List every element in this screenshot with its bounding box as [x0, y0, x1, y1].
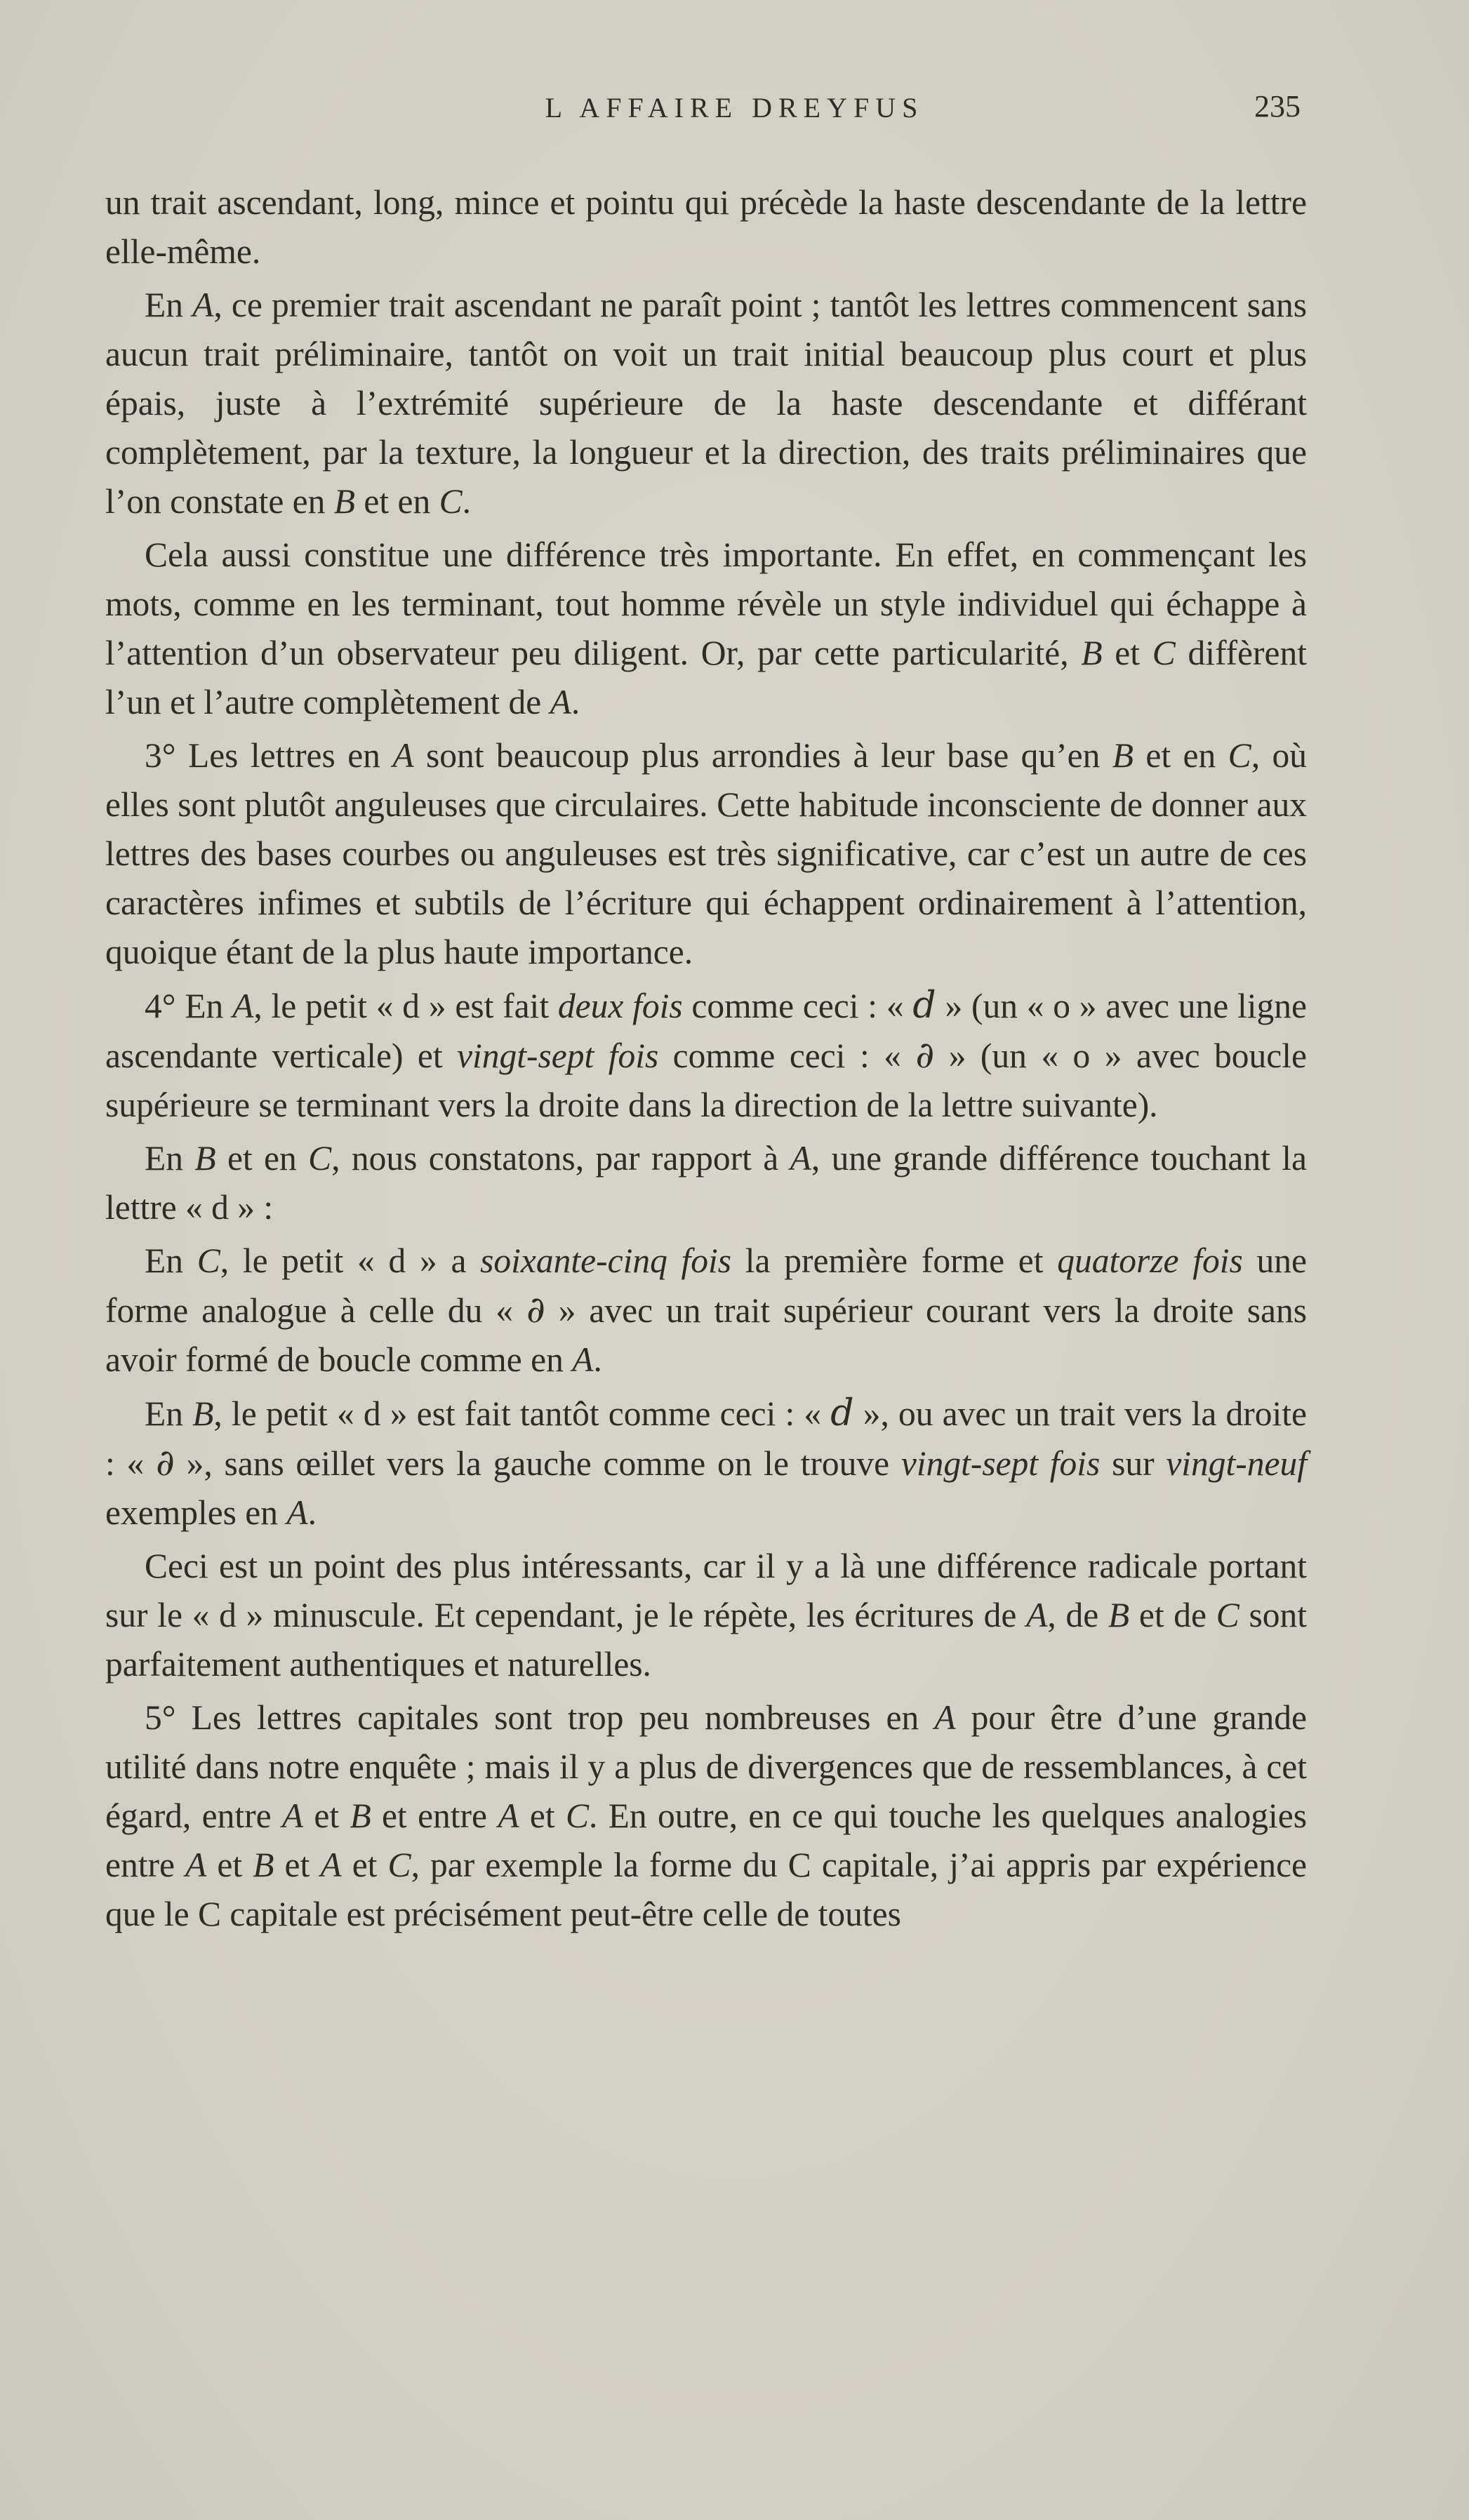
italic-text: A	[185, 1846, 207, 1884]
italic-text: C	[1228, 736, 1251, 775]
text-run: et en	[1133, 736, 1228, 775]
italic-text: soixante-cinq fois	[480, 1241, 732, 1280]
italic-text: A	[550, 683, 571, 721]
italic-text: C	[197, 1241, 220, 1280]
italic-text: A	[790, 1139, 811, 1178]
handwritten-letter-sample: d	[912, 985, 936, 1027]
paragraph	[105, 731, 1307, 977]
text-run: .	[593, 1340, 602, 1379]
text-run: et de	[1129, 1596, 1216, 1634]
italic-text: A	[281, 1796, 304, 1835]
text-run: 4° En	[145, 987, 233, 1025]
text-run: sont parfaitement authentiques et naturelles.	[105, 1596, 1307, 1684]
italic-text: B	[350, 1796, 371, 1835]
text-run: , le petit « d » est fait tantôt comme ceci : «	[213, 1394, 831, 1433]
text-run: .	[571, 683, 580, 721]
text-run: » (un « o » avec boucle supérieure se terminant vers la droite dans la direction de la lettre suivante).	[105, 1036, 1307, 1124]
text-run: et	[206, 1846, 253, 1884]
page-number: 235	[1254, 89, 1301, 124]
italic-text: A	[498, 1796, 519, 1835]
body-text	[105, 178, 1307, 1943]
text-run: 5° Les lettres capitales sont trop peu nombreuses en	[145, 1698, 935, 1737]
text-run: comme ceci : «	[682, 987, 913, 1025]
text-run: la première forme et	[731, 1241, 1058, 1280]
paragraph	[105, 1389, 1307, 1538]
text-run: En	[145, 1139, 195, 1178]
text-run: sur	[1100, 1444, 1166, 1483]
italic-text: B	[1081, 634, 1103, 672]
text-run: , le petit « d » a	[220, 1241, 481, 1280]
italic-text: A	[392, 736, 414, 775]
paragraph	[105, 981, 1307, 1130]
italic-text: A	[934, 1698, 956, 1737]
text-run: », sans œillet vers la gauche comme on le trouve	[174, 1444, 901, 1483]
text-run: et en	[355, 482, 439, 521]
running-title: L AFFAIRE DREYFUS	[545, 92, 924, 124]
text-run: et	[1102, 634, 1152, 672]
italic-text: A	[286, 1493, 308, 1532]
italic-text: A	[320, 1846, 342, 1884]
text-run: . En outre, en ce qui touche les quelques analogies entre	[105, 1796, 1307, 1884]
italic-text: C	[1152, 634, 1176, 672]
italic-text: B	[192, 1394, 214, 1433]
text-run: , une grande différence touchant la lettre « d » :	[105, 1139, 1307, 1227]
paragraph	[105, 1134, 1307, 1232]
text-run: .	[307, 1493, 317, 1532]
text-run: un trait ascendant, long, mince et pointu qui précède la haste descendante de la lettre elle-même.	[105, 183, 1307, 271]
handwritten-letter-sample: ∂	[915, 1034, 935, 1076]
italic-text: vingt-neuf	[1166, 1444, 1307, 1483]
text-run: sont beaucoup plus arrondies à leur base qu’en	[413, 736, 1112, 775]
italic-text: A	[192, 286, 214, 324]
italic-text: B	[253, 1846, 274, 1884]
text-run: , où elles sont plutôt anguleuses que circulaires. Cette habitude inconsciente de donner aux lettres des bases courbes ou anguleuses est très significative, car c’est un autre de ces caractères infimes et subtils de l’écriture qui échappent ordinairement à l’attention, quoique étant de la plus haute importance.	[105, 736, 1307, 971]
text-run: 3° Les lettres en	[145, 736, 393, 775]
italic-text: C	[565, 1796, 589, 1835]
italic-text: vingt-sept fois	[457, 1036, 659, 1075]
text-run: exemples en	[105, 1493, 287, 1532]
italic-text: C	[1216, 1596, 1239, 1634]
text-run: Ceci est un point des plus intéressants, car il y a là une différence radicale portant sur le « d » minuscule. Et cependant, je le répète, les écritures de	[105, 1547, 1307, 1634]
text-run: » avec un trait supérieur courant vers la droite sans avoir formé de boucle comme en	[105, 1291, 1308, 1379]
text-run: En	[145, 286, 193, 324]
text-run: », ou avec un trait vers la droite : «	[105, 1394, 1307, 1483]
paragraph	[105, 531, 1307, 727]
text-run: En	[145, 1241, 197, 1280]
text-run: , de	[1047, 1596, 1108, 1634]
text-run: , nous constatons, par rapport à	[331, 1139, 790, 1178]
italic-text: A	[1026, 1596, 1048, 1634]
text-run: et	[341, 1846, 388, 1884]
paragraph	[105, 1542, 1307, 1689]
text-run: et	[274, 1846, 321, 1884]
italic-text: B	[1112, 736, 1134, 775]
italic-text: B	[194, 1139, 216, 1178]
italic-text: vingt-sept fois	[900, 1444, 1101, 1483]
italic-text: B	[333, 482, 356, 521]
text-run: En	[145, 1394, 193, 1433]
italic-text: A	[232, 987, 254, 1025]
paragraph	[105, 281, 1307, 526]
italic-text: C	[439, 482, 463, 521]
text-run: , ce premier trait ascendant ne paraît point ; tantôt les lettres commencent sans aucun trait préliminaire, tantôt on voit un trait initial beaucoup plus court et plus épais, juste à l’extrémité supérieure de la haste descendante et différant complètement, par la texture, la longueur et la direction, des traits préliminaires que l’on constate en	[105, 286, 1307, 521]
italic-text: C	[308, 1139, 332, 1178]
text-run: , le petit « d » est fait	[253, 987, 558, 1025]
paragraph	[105, 178, 1307, 276]
paragraph	[105, 1236, 1307, 1385]
text-run: une forme analogue à celle du «	[105, 1241, 1307, 1330]
text-run: et	[519, 1796, 566, 1835]
italic-text: deux fois	[557, 987, 683, 1025]
italic-text: B	[1108, 1596, 1130, 1634]
handwritten-letter-sample: ∂	[526, 1289, 545, 1331]
text-run: diffèrent l’un et l’autre complètement de	[105, 634, 1307, 721]
page-header	[0, 91, 1469, 133]
text-run: Cela aussi constitue une différence très importante. En effet, en commençant les mots, comme en les terminant, tout homme révèle un style individuel qui échappe à l’attention d’un observateur peu diligent. Or, par cette particularité,	[105, 535, 1307, 672]
italic-text: A	[572, 1340, 594, 1379]
text-run: , par exemple la forme du C capitale, j’ai appris par expérience que le C capitale est précisément peut-être celle de toutes	[105, 1846, 1308, 1933]
paragraph	[105, 1693, 1307, 1939]
text-run: et	[303, 1796, 350, 1835]
italic-text: quatorze fois	[1057, 1241, 1243, 1280]
handwritten-letter-sample: d	[830, 1392, 854, 1434]
handwritten-letter-sample: ∂	[155, 1442, 175, 1484]
text-run: et en	[215, 1139, 309, 1178]
text-run: » (un « o » avec une ligne ascendante verticale) et	[105, 987, 1307, 1075]
text-run: comme ceci : «	[658, 1036, 916, 1075]
text-run: .	[462, 482, 471, 521]
italic-text: C	[387, 1846, 411, 1884]
text-run: et entre	[371, 1796, 498, 1835]
text-run: pour être d’une grande utilité dans notre enquête ; mais il y a plus de divergences que de ressemblances, à cet égard, entre	[105, 1698, 1308, 1835]
